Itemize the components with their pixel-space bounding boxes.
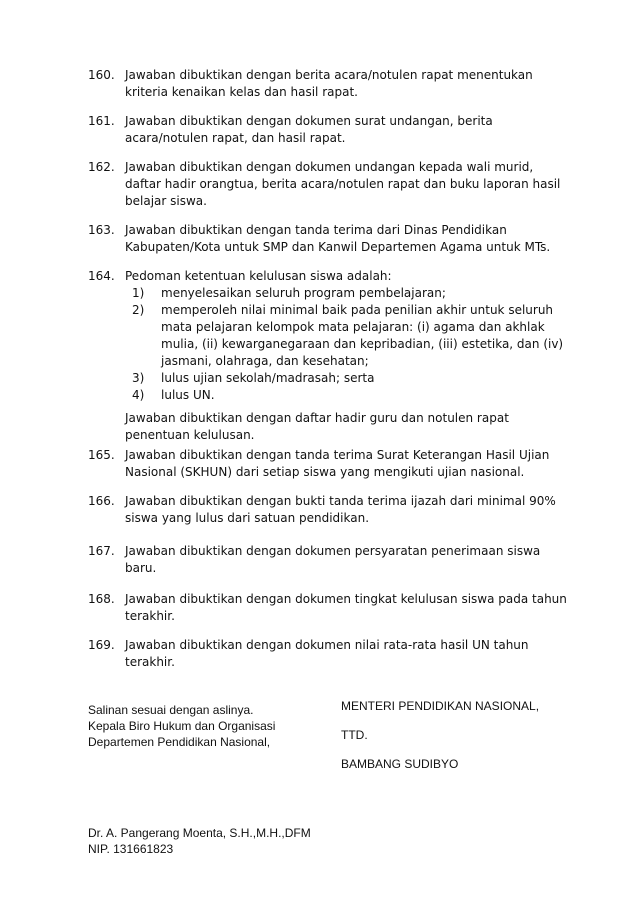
item-number: 164.	[88, 269, 115, 283]
item-text: Jawaban dibuktikan dengan dokumen persyaratan penerimaan siswa baru.	[125, 544, 541, 575]
item-text: Jawaban dibuktikan dengan dokumen undangan kepada wali murid, daftar hadir orangtua, berita acara/notulen rapat dan buku laporan hasil belajar siswa.	[125, 160, 561, 208]
certified-copy-line: Salinan sesuai dengan aslinya.	[88, 703, 254, 717]
ttd-mark: TTD.	[341, 728, 368, 742]
item-text: Jawaban dibuktikan dengan bukti tanda terima ijazah dari minimal 90% siswa yang lulus dari satuan pendidikan.	[125, 494, 556, 525]
item-166	[88, 493, 568, 527]
department-line: Departemen Pendidikan Nasional,	[88, 735, 271, 749]
criteria-number: 3)	[132, 371, 145, 385]
criteria-item	[132, 302, 568, 370]
item-number: 165.	[88, 448, 115, 462]
item-closing-text: Jawaban dibuktikan dengan daftar hadir guru dan notulen rapat penentuan kelulusan.	[125, 411, 509, 442]
item-number: 167.	[88, 544, 115, 558]
certified-copy-block	[88, 702, 275, 750]
item-165	[88, 447, 568, 481]
item-text: Pedoman ketentuan kelulusan siswa adalah:	[125, 269, 392, 283]
minister-name: BAMBANG SUDIBYO	[341, 757, 459, 771]
criteria-item	[132, 285, 568, 302]
criteria-item	[132, 387, 568, 404]
item-161	[88, 113, 568, 147]
criteria-text: menyelesaikan seluruh program pembelajaran;	[161, 286, 446, 300]
item-text: Jawaban dibuktikan dengan tanda terima dari Dinas Pendidikan Kabupaten/Kota untuk SMP dan Kanwil Departemen Agama untuk MTs.	[125, 223, 551, 254]
criteria-item	[132, 370, 568, 387]
official-name: Dr. A. Pangerang Moenta, S.H.,M.H.,DFM	[88, 826, 311, 840]
item-162	[88, 159, 568, 210]
item-number: 168.	[88, 592, 115, 606]
item-number: 163.	[88, 223, 115, 237]
item-163	[88, 222, 568, 256]
minister-block	[341, 698, 539, 772]
criteria-text: memperoleh nilai minimal baik pada penilian akhir untuk seluruh mata pelajaran kelompok mata pelajaran: (i) agama dan akhlak mulia, (ii) kewarganegaraan dan kepribadian, (iii) estetika, dan (iv) jasmani, olahraga, dan kesehatan;	[161, 303, 564, 368]
official-signature-block	[88, 825, 311, 857]
item-number: 166.	[88, 494, 115, 508]
item-164	[88, 268, 568, 444]
item-number: 160.	[88, 68, 115, 82]
item-number: 161.	[88, 114, 115, 128]
criteria-number: 4)	[132, 388, 145, 402]
item-167	[88, 543, 568, 577]
item-text: Jawaban dibuktikan dengan dokumen nilai rata-rata hasil UN tahun terakhir.	[125, 638, 529, 669]
criteria-text: lulus UN.	[161, 388, 215, 402]
item-text: Jawaban dibuktikan dengan tanda terima Surat Keterangan Hasil Ujian Nasional (SKHUN) dari setiap siswa yang mengikuti ujian nasional.	[125, 448, 550, 479]
item-number: 169.	[88, 638, 115, 652]
minister-title: MENTERI PENDIDIKAN NASIONAL,	[341, 699, 540, 713]
item-text: Jawaban dibuktikan dengan dokumen tingkat kelulusan siswa pada tahun terakhir.	[125, 592, 567, 623]
criteria-number: 2)	[132, 303, 145, 317]
bureau-head-line: Kepala Biro Hukum dan Organisasi	[88, 719, 276, 733]
item-number: 162.	[88, 160, 115, 174]
official-nip: NIP. 131661823	[88, 842, 174, 856]
item-160	[88, 67, 568, 101]
item-text: Jawaban dibuktikan dengan berita acara/notulen rapat menentukan kriteria kenaikan kelas dan hasil rapat.	[125, 68, 533, 99]
criteria-text: lulus ujian sekolah/madrasah; serta	[161, 371, 375, 385]
criteria-number: 1)	[132, 286, 145, 300]
item-169	[88, 637, 568, 671]
item-168	[88, 591, 568, 625]
item-text: Jawaban dibuktikan dengan dokumen surat undangan, berita acara/notulen rapat, dan hasil rapat.	[125, 114, 493, 145]
